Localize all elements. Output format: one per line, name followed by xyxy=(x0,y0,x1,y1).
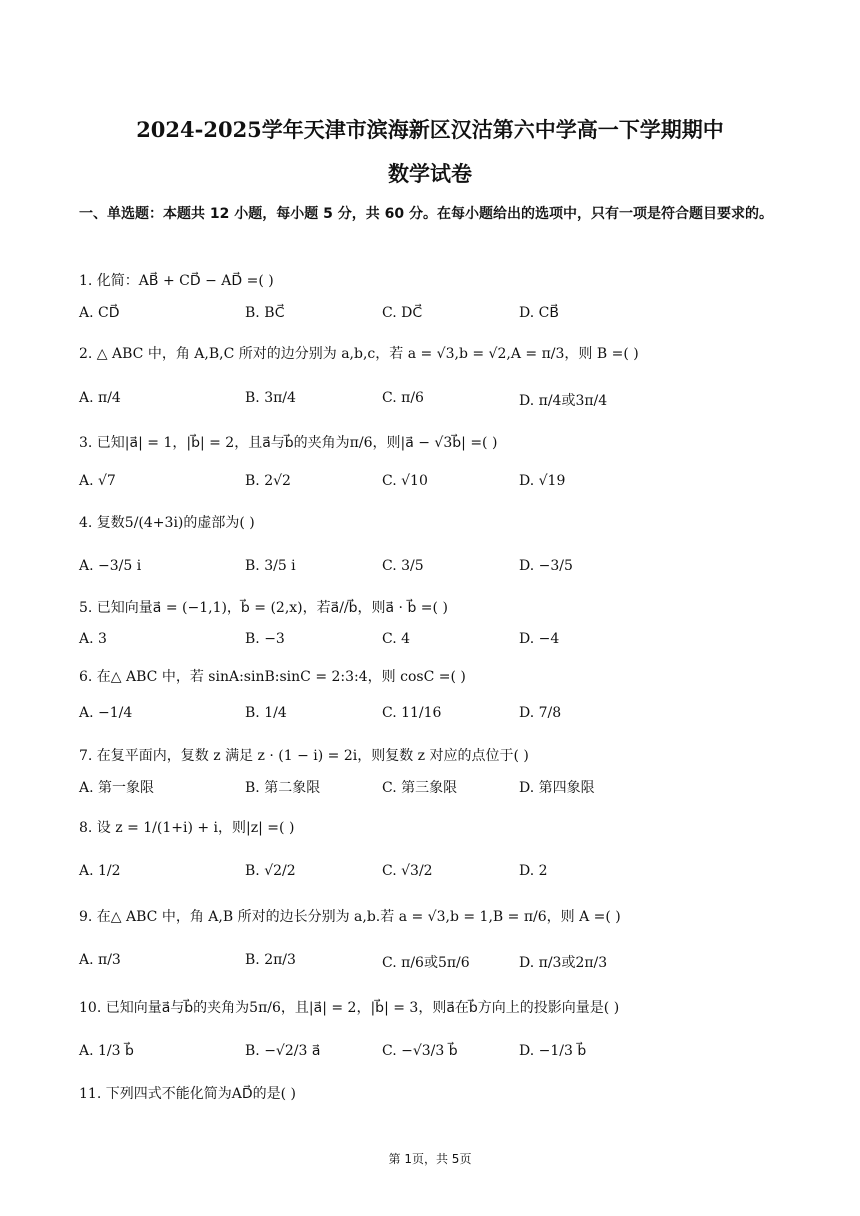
question-7-options xyxy=(79,777,784,801)
question-3-stem: 3. 已知|a⃗| = 1，|b⃗| = 2，且a⃗与b⃗的夹角为π/6，则|a⃗ − √3b⃗| =( ) xyxy=(79,435,498,451)
option-a: A. √7 xyxy=(79,473,116,489)
option-d: D. −1/3 b⃗ xyxy=(519,1043,587,1059)
question-2-options xyxy=(79,390,784,414)
option-a: A. π/3 xyxy=(79,952,121,968)
option-b: B. 第二象限 xyxy=(245,780,321,796)
option-b: B. 2π/3 xyxy=(245,952,296,968)
question-6-stem: 6. 在△ ABC 中，若 sinA:sinB:sinC = 2:3:4，则 cosC =( ) xyxy=(79,669,466,685)
question-10-stem: 10. 已知向量a⃗与b⃗的夹角为5π/6，且|a⃗| = 2，|b⃗| = 3，则a⃗在b⃗方向上的投影向量是( ) xyxy=(79,1000,620,1016)
option-a: A. π/4 xyxy=(79,390,121,406)
option-d: D. 第四象限 xyxy=(519,780,595,796)
option-c: C. −√3/3 b⃗ xyxy=(382,1043,458,1059)
option-b: B. −√2/3 a⃗ xyxy=(245,1043,321,1059)
question-3-options xyxy=(79,473,784,497)
option-a: A. −3/5 i xyxy=(79,558,142,574)
question-1-options xyxy=(79,305,784,329)
option-a: A. 1/3 b⃗ xyxy=(79,1043,134,1059)
section-heading: 一、单选题：本题共 12 小题，每小题 5 分，共 60 分。在每小题给出的选项中，只有一项是符合题目要求的。 xyxy=(79,206,773,222)
option-d: D. 7/8 xyxy=(519,705,562,721)
option-d: D. CB⃗ xyxy=(519,305,559,321)
option-c: C. 第三象限 xyxy=(382,780,458,796)
option-c: C. 11/16 xyxy=(382,705,442,721)
question-2-stem: 2. △ ABC 中，角 A,B,C 所对的边分别为 a,b,c，若 a = √3,b = √2,A = π/3，则 B =( ) xyxy=(79,346,639,362)
exam-title: 2024-2025学年天津市滨海新区汉沽第六中学高一下学期期中 xyxy=(136,117,724,142)
question-7-stem: 7. 在复平面内，复数 z 满足 z · (1 − i) = 2i，则复数 z 对应的点位于( ) xyxy=(79,748,529,764)
option-b: B. 2√2 xyxy=(245,473,291,489)
option-c: C. √10 xyxy=(382,473,428,489)
option-c: C. 3/5 xyxy=(382,558,424,574)
option-d: D. 2 xyxy=(519,863,548,879)
option-b: B. 3/5 i xyxy=(245,558,296,574)
question-5-stem: 5. 已知向量a⃗ = (−1,1)，b⃗ = (2,x)，若a⃗//b⃗，则a⃗ · b⃗ =( ) xyxy=(79,600,448,616)
question-6-options xyxy=(79,705,784,729)
option-b: B. 3π/4 xyxy=(245,390,296,406)
option-b: B. √2/2 xyxy=(245,863,296,879)
question-11-stem: 11. 下列四式不能化简为AD⃗的是( ) xyxy=(79,1086,296,1102)
question-5-options xyxy=(79,631,784,655)
question-10-options xyxy=(79,1043,784,1067)
option-a: A. 第一象限 xyxy=(79,780,155,796)
question-4-stem: 4. 复数5/(4+3i)的虚部为( ) xyxy=(79,515,255,531)
option-a: A. 1/2 xyxy=(79,863,121,879)
option-d: D. π/3或2π/3 xyxy=(519,955,608,971)
option-b: B. 1/4 xyxy=(245,705,287,721)
option-c: C. 4 xyxy=(382,631,411,647)
exam-subtitle: 数学试卷 xyxy=(388,161,472,186)
option-b: B. BC⃗ xyxy=(245,305,285,321)
question-4-options xyxy=(79,558,784,582)
question-8-stem: 8. 设 z = 1/(1+i) + i，则|z| =( ) xyxy=(79,820,295,836)
option-d: D. −3/5 xyxy=(519,558,573,574)
question-8-options xyxy=(79,863,784,887)
option-c: C. π/6 xyxy=(382,390,424,406)
option-d: D. √19 xyxy=(519,473,566,489)
option-a: A. −1/4 xyxy=(79,705,133,721)
option-d: D. π/4或3π/4 xyxy=(519,393,608,409)
option-b: B. −3 xyxy=(245,631,285,647)
page-number: 第 1页，共 5页 xyxy=(388,1152,472,1166)
option-c: C. DC⃗ xyxy=(382,305,423,321)
option-c: C. √3/2 xyxy=(382,863,433,879)
option-a: A. CD⃗ xyxy=(79,305,120,321)
option-c: C. π/6或5π/6 xyxy=(382,955,470,971)
question-9-options xyxy=(79,952,784,976)
question-9-stem: 9. 在△ ABC 中，角 A,B 所对的边长分别为 a,b.若 a = √3,b = 1,B = π/6，则 A =( ) xyxy=(79,909,621,925)
option-a: A. 3 xyxy=(79,631,107,647)
question-1-stem: 1. 化简：AB⃗ + CD⃗ − AD⃗ =( ) xyxy=(79,273,274,289)
option-d: D. −4 xyxy=(519,631,560,647)
